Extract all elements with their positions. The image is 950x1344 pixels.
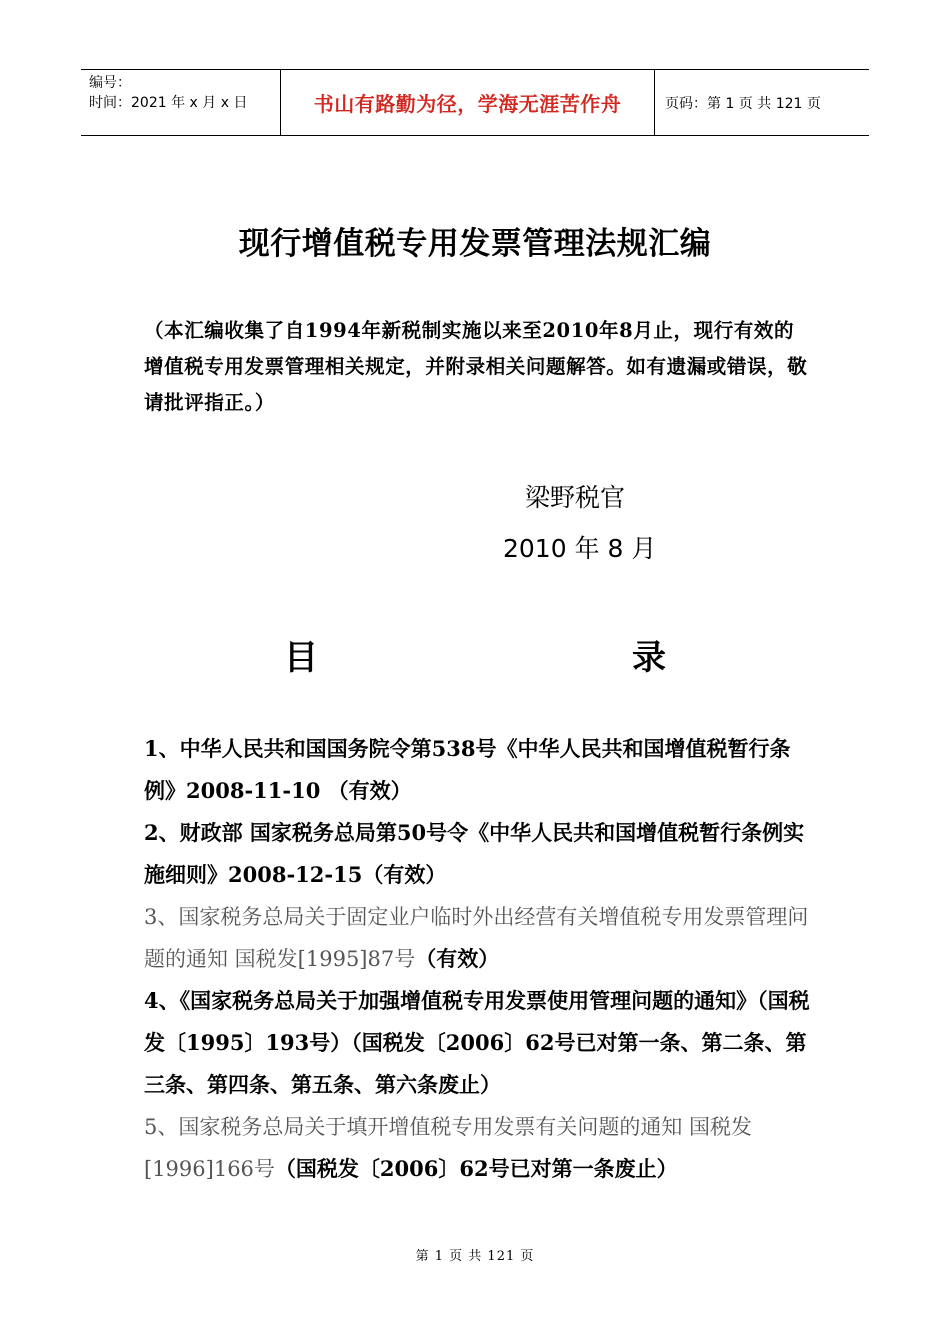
intro-paragraph: （本汇编收集了自1994年新税制实施以来至2010年8月止，现行有效的增值税专用发票管理相关规定，并附录相关问题解答。如有遗漏或错误，敬请批评指正。）: [144, 319, 808, 414]
page-footer: 第 1 页 共 121 页: [415, 1249, 535, 1264]
toc-item-3-status: （有效）: [415, 946, 500, 971]
header-page-info: 页码：第 1 页 共 121 页: [665, 95, 821, 112]
toc-item-5-status: （国税发〔2006〕62号已对第一条废止）: [274, 1156, 678, 1181]
author-name: 梁野税官: [525, 483, 626, 512]
toc-item-3-title: 3、国家税务总局关于固定业户临时外出经营有关增值税专用发票管理问题的通知 国税发[1995]87号: [144, 905, 809, 971]
serial-label: 编号：: [89, 75, 131, 91]
toc-item-2[interactable]: 2、财政部 国家税务总局第50号令《中华人民共和国增值税暂行条例实施细则》2008-12-15（有效）: [144, 820, 805, 887]
toc-item-3[interactable]: [144, 896, 816, 980]
toc-item-1[interactable]: 1、中华人民共和国国务院令第538号《中华人民共和国增值税暂行条例》2008-11-10 （有效）: [144, 736, 791, 803]
header-motto: 书山有路勤为径，学海无涯苦作舟: [281, 70, 655, 135]
toc-list: [144, 728, 816, 1190]
toc-heading-char-2: 录: [632, 638, 666, 678]
header-table: [81, 69, 869, 136]
header-meta: [81, 70, 281, 135]
time-label: 时间：2021 年 x 月 x 日: [89, 95, 248, 111]
toc-item-5[interactable]: [144, 1106, 816, 1190]
document-date: 2010 年 8 月: [503, 534, 657, 563]
toc-heading-char-1: 目: [284, 638, 318, 678]
document-title: 现行增值税专用发票管理法规汇编: [238, 226, 712, 262]
toc-item-5-title: 5、国家税务总局关于填开增值税专用发票有关问题的通知 国税发[1996]166号: [144, 1115, 753, 1181]
toc-item-4[interactable]: 4、《国家税务总局关于加强增值税专用发票使用管理问题的通知》（国税发〔1995〕193号）（国税发〔2006〕62号已对第一条、第二条、第三条、第四条、第五条、第六条废止）: [144, 988, 810, 1097]
